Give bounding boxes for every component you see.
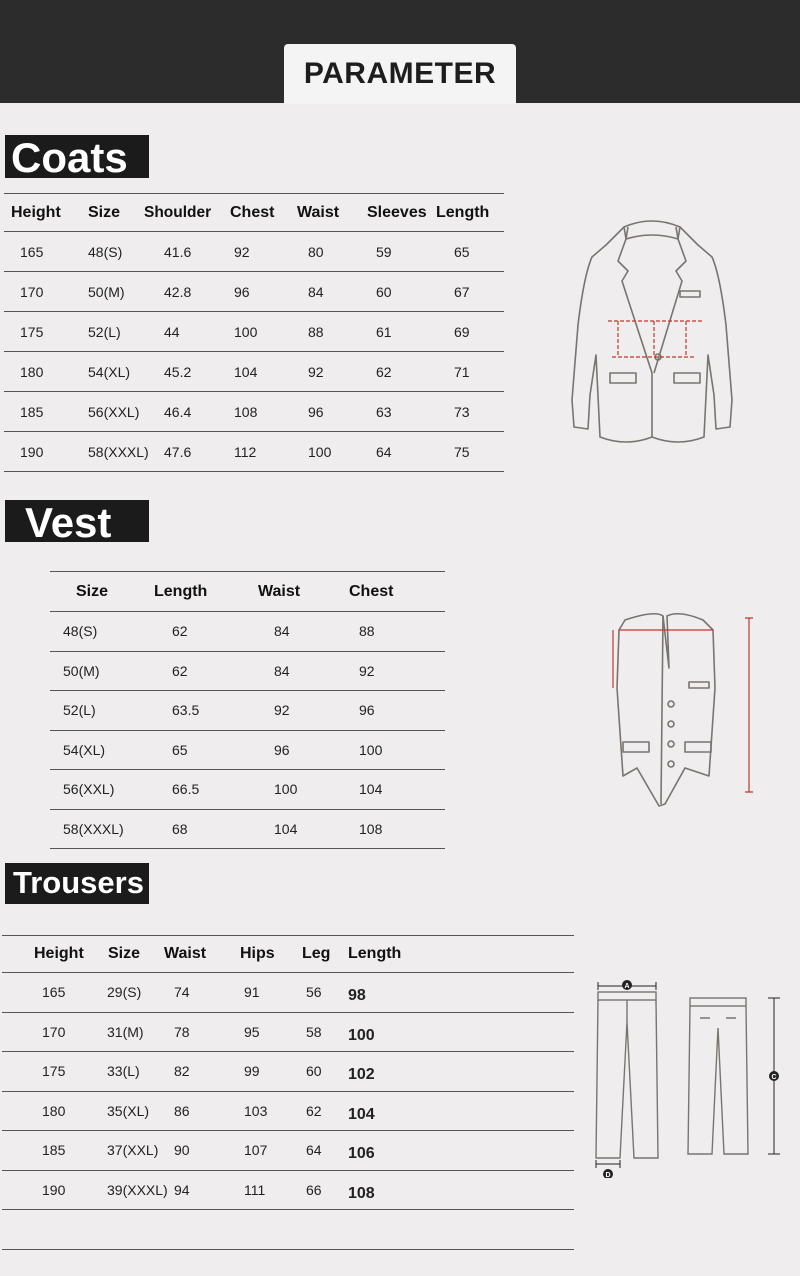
trousers-cell-waist: 90 bbox=[174, 1142, 190, 1159]
coats-cell-length: 69 bbox=[454, 323, 470, 340]
trousers-mark-d: D bbox=[605, 1172, 611, 1178]
vest-table-row bbox=[50, 612, 445, 652]
coat-right-pocket bbox=[674, 373, 700, 383]
vest-outline bbox=[617, 614, 715, 806]
vest-cell-chest: 96 bbox=[359, 702, 375, 719]
vest-table bbox=[50, 571, 445, 849]
coat-collar bbox=[624, 221, 680, 239]
vest-cell-length: 62 bbox=[172, 623, 188, 640]
page-title: PARAMETER bbox=[284, 44, 516, 104]
trousers-cell-length: 108 bbox=[348, 1184, 375, 1202]
coats-cell-size: 54(XL) bbox=[88, 363, 131, 380]
coats-cell-size: 52(L) bbox=[88, 323, 121, 340]
trousers-header-row bbox=[2, 936, 574, 973]
trousers-cell-height: 170 bbox=[42, 1023, 66, 1040]
trousers-side-diagram bbox=[686, 992, 786, 1167]
vest-cell-length: 65 bbox=[172, 741, 188, 758]
trousers-col-height: Height bbox=[34, 945, 84, 962]
coat-diagram bbox=[566, 205, 736, 455]
vest-col-waist: Waist bbox=[258, 582, 301, 600]
coats-cell-length: 73 bbox=[454, 403, 470, 420]
trousers-col-hips: Hips bbox=[240, 945, 275, 962]
vest-cell-waist: 96 bbox=[274, 741, 290, 758]
vest-cell-chest: 92 bbox=[359, 662, 375, 679]
vest-section-label: Vest bbox=[5, 500, 149, 542]
trousers-cell-size: 35(XL) bbox=[107, 1102, 150, 1119]
coats-col-size: Size bbox=[88, 203, 121, 221]
vest-button bbox=[668, 761, 674, 767]
vest-cell-chest: 104 bbox=[359, 781, 383, 798]
vest-table-row bbox=[50, 809, 445, 849]
coats-cell-chest: 104 bbox=[234, 363, 258, 380]
vest-cell-length: 63.5 bbox=[172, 702, 200, 719]
coats-col-sleeves: Sleeves bbox=[367, 203, 427, 221]
trousers-cell-length: 100 bbox=[348, 1026, 375, 1044]
vest-col-length: Length bbox=[154, 582, 208, 600]
vest-length-measure bbox=[745, 618, 753, 792]
vest-table-row bbox=[50, 730, 445, 770]
coats-cell-sleeves: 59 bbox=[376, 243, 392, 260]
trousers-cell-size: 37(XXL) bbox=[107, 1142, 159, 1159]
trousers-mark-a: A bbox=[624, 983, 630, 990]
vest-col-size: Size bbox=[76, 582, 109, 600]
vest-table-row bbox=[50, 651, 445, 691]
coat-left-pocket bbox=[610, 373, 636, 383]
trousers-cell-waist: 82 bbox=[174, 1063, 190, 1080]
vest-cell-waist: 84 bbox=[274, 662, 290, 679]
coats-cell-height: 170 bbox=[20, 283, 44, 300]
coats-table bbox=[4, 193, 504, 472]
vest-button bbox=[668, 721, 674, 727]
vest-cell-size: 58(XXXL) bbox=[63, 820, 124, 837]
vest-cell-size: 52(L) bbox=[63, 702, 96, 719]
coat-chest-pocket bbox=[680, 291, 700, 297]
coats-cell-shoulder: 45.2 bbox=[164, 363, 192, 380]
coats-cell-waist: 88 bbox=[308, 323, 324, 340]
trousers-cell-leg: 58 bbox=[306, 1023, 322, 1040]
coats-cell-size: 58(XXXL) bbox=[88, 443, 149, 460]
trousers-col-leg: Leg bbox=[302, 945, 331, 962]
coats-cell-shoulder: 46.4 bbox=[164, 403, 192, 420]
trousers-front-outline bbox=[596, 1000, 658, 1158]
trousers-cell-leg: 66 bbox=[306, 1181, 322, 1198]
coats-cell-height: 180 bbox=[20, 363, 44, 380]
vest-button bbox=[668, 741, 674, 747]
coats-cell-length: 67 bbox=[454, 283, 470, 300]
vest-cell-waist: 100 bbox=[274, 781, 298, 798]
vest-cell-waist: 92 bbox=[274, 702, 290, 719]
trousers-col-waist: Waist bbox=[164, 945, 207, 962]
coats-cell-shoulder: 47.6 bbox=[164, 443, 192, 460]
vest-button bbox=[668, 701, 674, 707]
coats-col-waist: Waist bbox=[297, 203, 340, 221]
coats-cell-sleeves: 62 bbox=[376, 363, 392, 380]
coats-cell-shoulder: 42.8 bbox=[164, 283, 192, 300]
trousers-cell-hips: 111 bbox=[244, 1181, 266, 1198]
trousers-cell-height: 175 bbox=[42, 1063, 66, 1080]
trousers-cell-waist: 74 bbox=[174, 984, 190, 1001]
coats-cell-sleeves: 60 bbox=[376, 283, 392, 300]
coats-cell-height: 165 bbox=[20, 243, 44, 260]
coats-header-row bbox=[4, 194, 504, 232]
trousers-cell-waist: 94 bbox=[174, 1181, 190, 1198]
trousers-table-bottom-rule bbox=[2, 1249, 574, 1250]
coats-section-label: Coats bbox=[5, 135, 149, 178]
trousers-section-label: Trousers bbox=[5, 863, 149, 904]
vest-right-pocket bbox=[685, 742, 711, 752]
trousers-table-row bbox=[2, 1170, 574, 1210]
trousers-cell-length: 98 bbox=[348, 987, 366, 1005]
coats-cell-length: 65 bbox=[454, 243, 470, 260]
trousers-col-size: Size bbox=[108, 945, 141, 962]
coats-cell-sleeves: 64 bbox=[376, 443, 392, 460]
coats-table-row bbox=[4, 272, 504, 312]
coats-table-row bbox=[4, 312, 504, 352]
coats-cell-size: 50(M) bbox=[88, 283, 125, 300]
vest-table-row bbox=[50, 770, 445, 810]
coats-cell-chest: 108 bbox=[234, 403, 258, 420]
trousers-cell-leg: 64 bbox=[306, 1142, 322, 1159]
trousers-cell-hips: 107 bbox=[244, 1142, 268, 1159]
trousers-cell-leg: 62 bbox=[306, 1102, 322, 1119]
coats-cell-sleeves: 63 bbox=[376, 403, 392, 420]
vest-cell-chest: 88 bbox=[359, 623, 375, 640]
trousers-cell-height: 165 bbox=[42, 984, 66, 1001]
coats-col-chest: Chest bbox=[230, 203, 275, 221]
header-banner bbox=[0, 0, 800, 103]
coats-cell-height: 175 bbox=[20, 323, 44, 340]
vest-table-row bbox=[50, 691, 445, 731]
coats-cell-shoulder: 44 bbox=[164, 323, 180, 340]
coats-cell-waist: 96 bbox=[308, 403, 324, 420]
coats-cell-size: 56(XXL) bbox=[88, 403, 140, 420]
coats-cell-waist: 100 bbox=[308, 443, 332, 460]
trousers-cell-hips: 103 bbox=[244, 1102, 268, 1119]
vest-cell-waist: 84 bbox=[274, 623, 290, 640]
coats-cell-waist: 84 bbox=[308, 283, 324, 300]
coats-cell-chest: 96 bbox=[234, 283, 250, 300]
coats-table-row bbox=[4, 392, 504, 432]
trousers-cell-hips: 95 bbox=[244, 1023, 260, 1040]
vest-cell-waist: 104 bbox=[274, 820, 298, 837]
coats-cell-height: 190 bbox=[20, 443, 44, 460]
coats-table-row bbox=[4, 432, 504, 472]
coats-cell-chest: 92 bbox=[234, 243, 250, 260]
coats-cell-waist: 92 bbox=[308, 363, 324, 380]
vest-chest-pocket bbox=[689, 682, 709, 688]
vest-cell-length: 62 bbox=[172, 662, 188, 679]
trousers-cell-height: 180 bbox=[42, 1102, 66, 1119]
coats-cell-length: 75 bbox=[454, 443, 470, 460]
trousers-cell-waist: 86 bbox=[174, 1102, 190, 1119]
vest-cell-length: 66.5 bbox=[172, 781, 200, 798]
trousers-cell-hips: 91 bbox=[244, 984, 260, 1001]
vest-header-row bbox=[50, 572, 445, 612]
trousers-cell-waist: 78 bbox=[174, 1023, 190, 1040]
vest-cell-size: 50(M) bbox=[63, 662, 100, 679]
vest-front-line bbox=[661, 616, 663, 804]
trousers-cell-length: 106 bbox=[348, 1145, 375, 1163]
coats-col-height: Height bbox=[11, 203, 61, 221]
coats-cell-chest: 112 bbox=[234, 443, 257, 460]
trousers-table bbox=[2, 935, 574, 1210]
trousers-cell-height: 185 bbox=[42, 1142, 66, 1159]
trousers-table-row bbox=[2, 1091, 574, 1131]
trousers-side-outline bbox=[688, 1006, 748, 1154]
vest-cell-chest: 100 bbox=[359, 741, 383, 758]
trousers-table-row bbox=[2, 1131, 574, 1171]
vest-cell-length: 68 bbox=[172, 820, 188, 837]
coat-left-lapel bbox=[618, 227, 652, 373]
trousers-table-row bbox=[2, 1052, 574, 1092]
trousers-mark-c: C bbox=[771, 1074, 777, 1081]
coats-cell-waist: 80 bbox=[308, 243, 324, 260]
coats-table-row bbox=[4, 352, 504, 392]
trousers-cell-hips: 99 bbox=[244, 1063, 260, 1080]
trousers-cell-height: 190 bbox=[42, 1181, 66, 1198]
vest-diagram bbox=[605, 608, 765, 808]
trousers-table-row bbox=[2, 973, 574, 1013]
trousers-col-length: Length bbox=[348, 945, 402, 962]
trousers-cell-leg: 56 bbox=[306, 984, 322, 1001]
trousers-cell-size: 31(M) bbox=[107, 1023, 144, 1040]
trousers-cell-length: 102 bbox=[348, 1066, 375, 1084]
coats-cell-height: 185 bbox=[20, 403, 44, 420]
trousers-table-row bbox=[2, 1012, 574, 1052]
vest-left-pocket bbox=[623, 742, 649, 752]
trousers-cell-length: 104 bbox=[348, 1105, 375, 1123]
coats-col-shoulder: Shoulder bbox=[144, 203, 212, 221]
coats-cell-size: 48(S) bbox=[88, 243, 123, 260]
trousers-cell-leg: 60 bbox=[306, 1063, 322, 1080]
vest-cell-size: 54(XL) bbox=[63, 741, 106, 758]
trousers-front-diagram bbox=[592, 978, 662, 1178]
coats-cell-chest: 100 bbox=[234, 323, 258, 340]
vest-cell-size: 56(XXL) bbox=[63, 781, 115, 798]
coat-vertical-measure bbox=[618, 321, 686, 357]
vest-cell-chest: 108 bbox=[359, 820, 383, 837]
trousers-cell-size: 39(XXXL) bbox=[107, 1181, 168, 1198]
coats-table-row bbox=[4, 232, 504, 272]
vest-cell-size: 48(S) bbox=[63, 623, 98, 640]
trousers-waistband bbox=[598, 992, 656, 1000]
trousers-side-waistband bbox=[690, 998, 746, 1006]
vest-col-chest: Chest bbox=[349, 582, 394, 600]
coats-cell-length: 71 bbox=[454, 363, 470, 380]
coats-cell-sleeves: 61 bbox=[376, 323, 392, 340]
coats-cell-shoulder: 41.6 bbox=[164, 243, 192, 260]
trousers-hem-measure bbox=[596, 1160, 620, 1168]
trousers-cell-size: 33(L) bbox=[107, 1063, 140, 1080]
trousers-cell-size: 29(S) bbox=[107, 984, 142, 1001]
coats-col-length: Length bbox=[436, 203, 490, 221]
coat-right-lapel bbox=[654, 227, 686, 373]
